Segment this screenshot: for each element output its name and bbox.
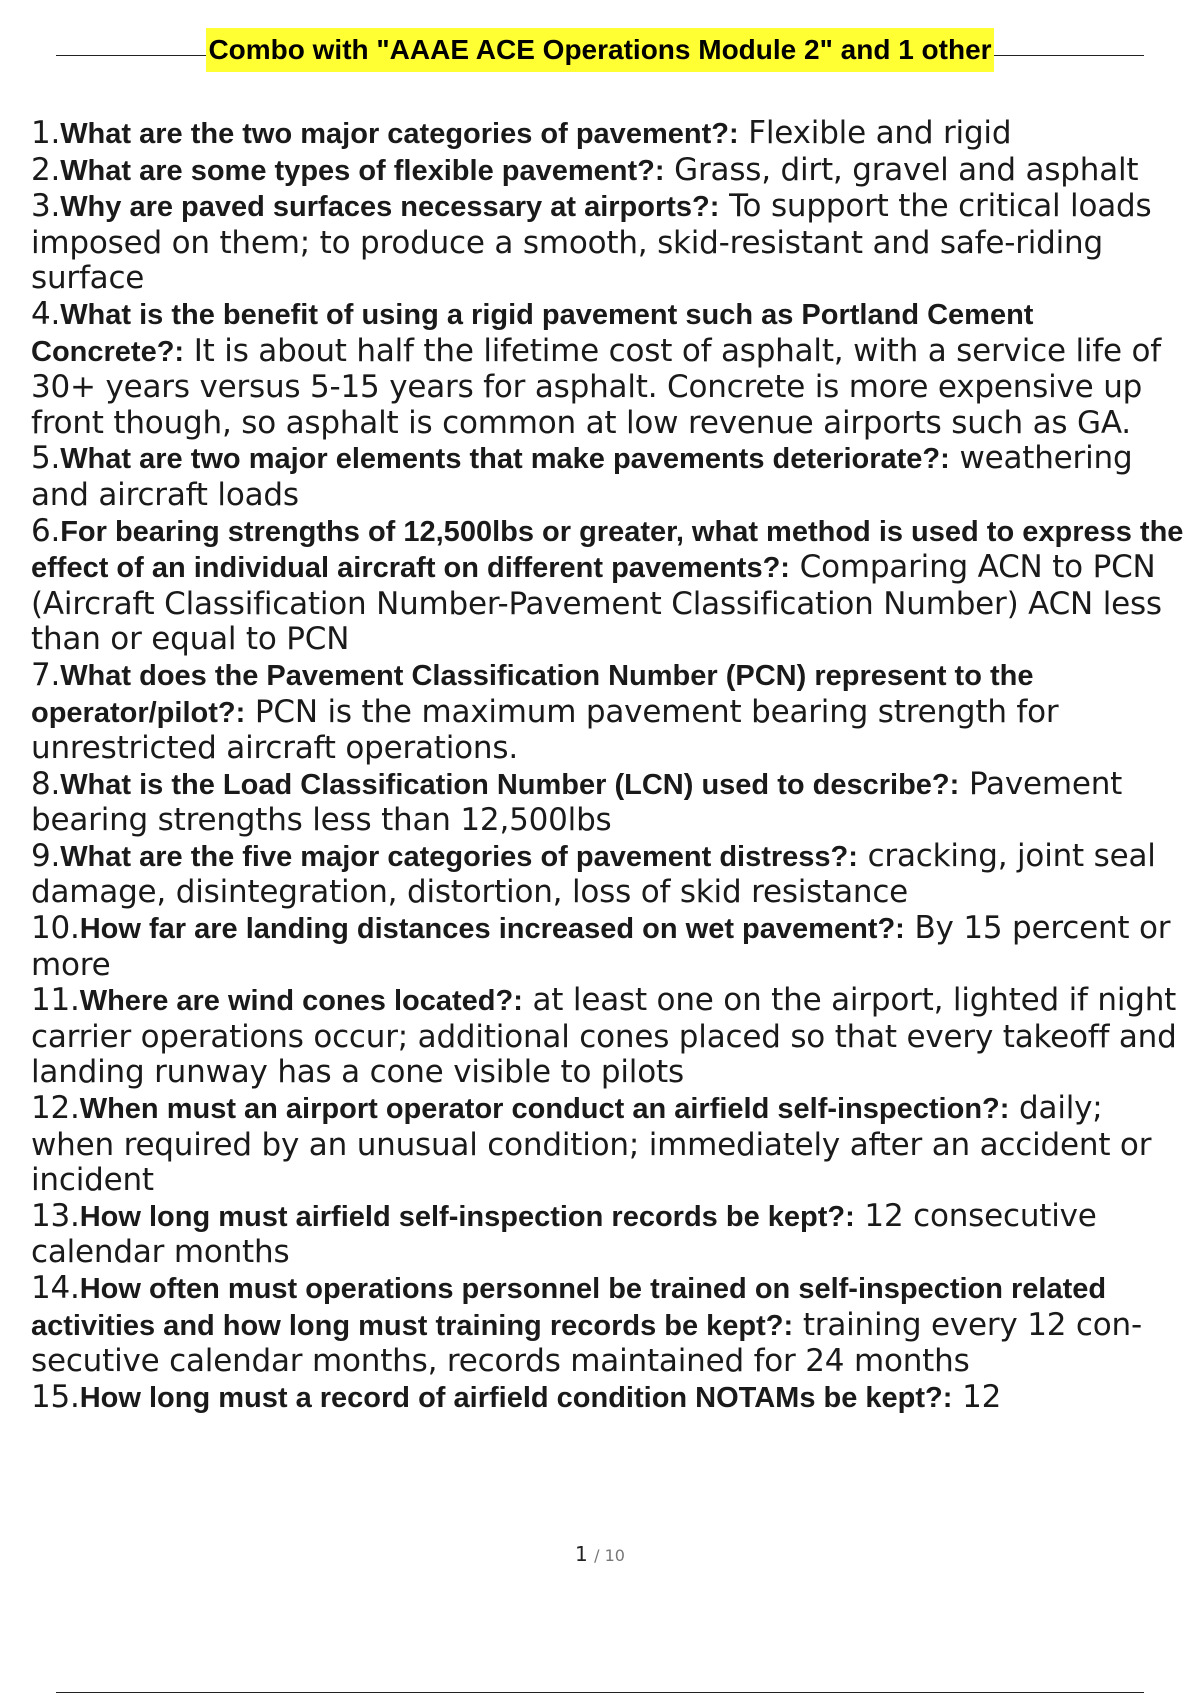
answer-text: PCN is the maximum pavement bearing strength for unrestricted aircraft operations. — [31, 693, 1059, 767]
question-list — [31, 116, 1191, 1416]
item-number: 9. — [31, 837, 61, 874]
qa-item-3 — [31, 189, 1191, 297]
question-text: When must an airport operator conduct an airfield self-inspection?: — [79, 1093, 1010, 1126]
question-text: What is the Load Classification Number (LCN) used to describe?: — [60, 768, 960, 801]
question-text: What are the two major categories of pavement?: — [60, 118, 739, 150]
item-number: 11. — [31, 982, 80, 1019]
qa-item-8 — [31, 767, 1191, 839]
question-text: Where are wind cones located?: — [79, 985, 523, 1018]
question-text: How long must airfield self-inspection records be kept?: — [79, 1200, 855, 1233]
qa-item-13 — [31, 1199, 1191, 1271]
qa-item-1 — [31, 116, 1191, 153]
question-text: What are the five major categories of pavement distress?: — [60, 840, 858, 873]
qa-item-7 — [31, 658, 1191, 767]
item-number: 7. — [31, 656, 61, 693]
question-text: What are two major elements that make pavements deteriorate?: — [60, 443, 950, 476]
document-title: Combo with "AAAE ACE Operations Module 2" and 1 other — [206, 28, 993, 72]
answer-text: at least one on the airport, lighted if night carrier operations occur; additional cones placed so that every takeoff and landing runway has a cone visible to pilots — [31, 982, 1177, 1091]
item-number: 2. — [31, 151, 61, 188]
footer-rule — [56, 1692, 1144, 1693]
page-number — [0, 1542, 1200, 1566]
answer-text: To support the critical loads imposed on them; to produce a smooth, skid-resistant and safe-riding surface — [31, 188, 1152, 297]
qa-item-4 — [31, 297, 1191, 441]
qa-item-5 — [31, 441, 1191, 513]
qa-item-11 — [31, 983, 1191, 1091]
item-number: 6. — [31, 512, 61, 549]
answer-text: Pavement bearing strengths less than 12,500lbs — [31, 765, 1123, 839]
item-number: 13. — [31, 1197, 80, 1234]
item-number: 3. — [31, 188, 61, 225]
item-number: 5. — [31, 440, 61, 477]
item-number: 10. — [31, 910, 80, 947]
header-title-wrap — [56, 28, 1144, 72]
item-number: 14. — [31, 1270, 80, 1306]
qa-item-15 — [31, 1380, 1191, 1417]
answer-text: 12 consecutive calendar months — [31, 1197, 1097, 1271]
question-text: How long must a record of airfield condition NOTAMs be kept?: — [79, 1381, 953, 1414]
question-text: How often must operations personnel be trained on self-inspection related activities and how long must training records be kept?: — [31, 1273, 1107, 1342]
answer-text: training every 12 con- secutive calendar months, records maintained for 24 months — [31, 1306, 1142, 1380]
qa-item-6 — [31, 514, 1191, 658]
page-total: / 10 — [594, 1546, 625, 1565]
question-text: What are some types of flexible pavement?: — [60, 154, 665, 187]
question-text: What is the benefit of using a rigid pavement such as Portland Cement Concrete?: — [31, 298, 1034, 368]
answer-text: cracking, joint seal damage, disintegration, distortion, loss of skid resistance — [31, 837, 1156, 911]
answer-text: Flexible and rigid — [738, 115, 1012, 151]
answer-text: It is about half the lifetime cost of asphalt, with a service life of 30+ years versus 5-15 years for asphalt. Concrete is more expensive up front though, so asphalt is common at low revenue airports such as GA. — [31, 332, 1162, 441]
document-header — [56, 28, 1144, 76]
qa-item-12 — [31, 1091, 1191, 1199]
answer-text: weathering and aircraft loads — [31, 440, 1133, 513]
item-number: 12. — [31, 1090, 80, 1127]
qa-item-2 — [31, 153, 1191, 190]
qa-item-9 — [31, 839, 1191, 911]
answer-text: daily; when required by an unusual condition; immediately after an accident or incident — [31, 1090, 1152, 1199]
qa-item-14 — [31, 1271, 1191, 1380]
page-current: 1 — [575, 1542, 588, 1566]
question-text: Why are paved surfaces necessary at airports?: — [60, 191, 720, 224]
item-number: 4. — [31, 295, 61, 332]
item-number: 15. — [31, 1378, 80, 1415]
answer-text: By 15 percent or more — [31, 910, 1171, 983]
answer-text: 12 — [952, 1378, 1002, 1415]
qa-item-10 — [31, 911, 1191, 983]
item-number: 1. — [31, 115, 61, 151]
item-number: 8. — [31, 765, 61, 802]
answer-text: Comparing ACN to PCN (Aircraft Classification Number-Pavement Classification Number) ACN less than or equal to PCN — [31, 549, 1162, 658]
question-text: How far are landing distances increased on wet pavement?: — [79, 913, 905, 946]
question-text: For bearing strengths of 12,500lbs or greater, what method is used to express the effect of an individual aircraft on different pavements?: — [31, 515, 1184, 585]
answer-text: Grass, dirt, gravel and asphalt — [664, 151, 1139, 188]
question-text: What does the Pavement Classification Number (PCN) represent to the operator/pilot?: — [31, 659, 1034, 729]
